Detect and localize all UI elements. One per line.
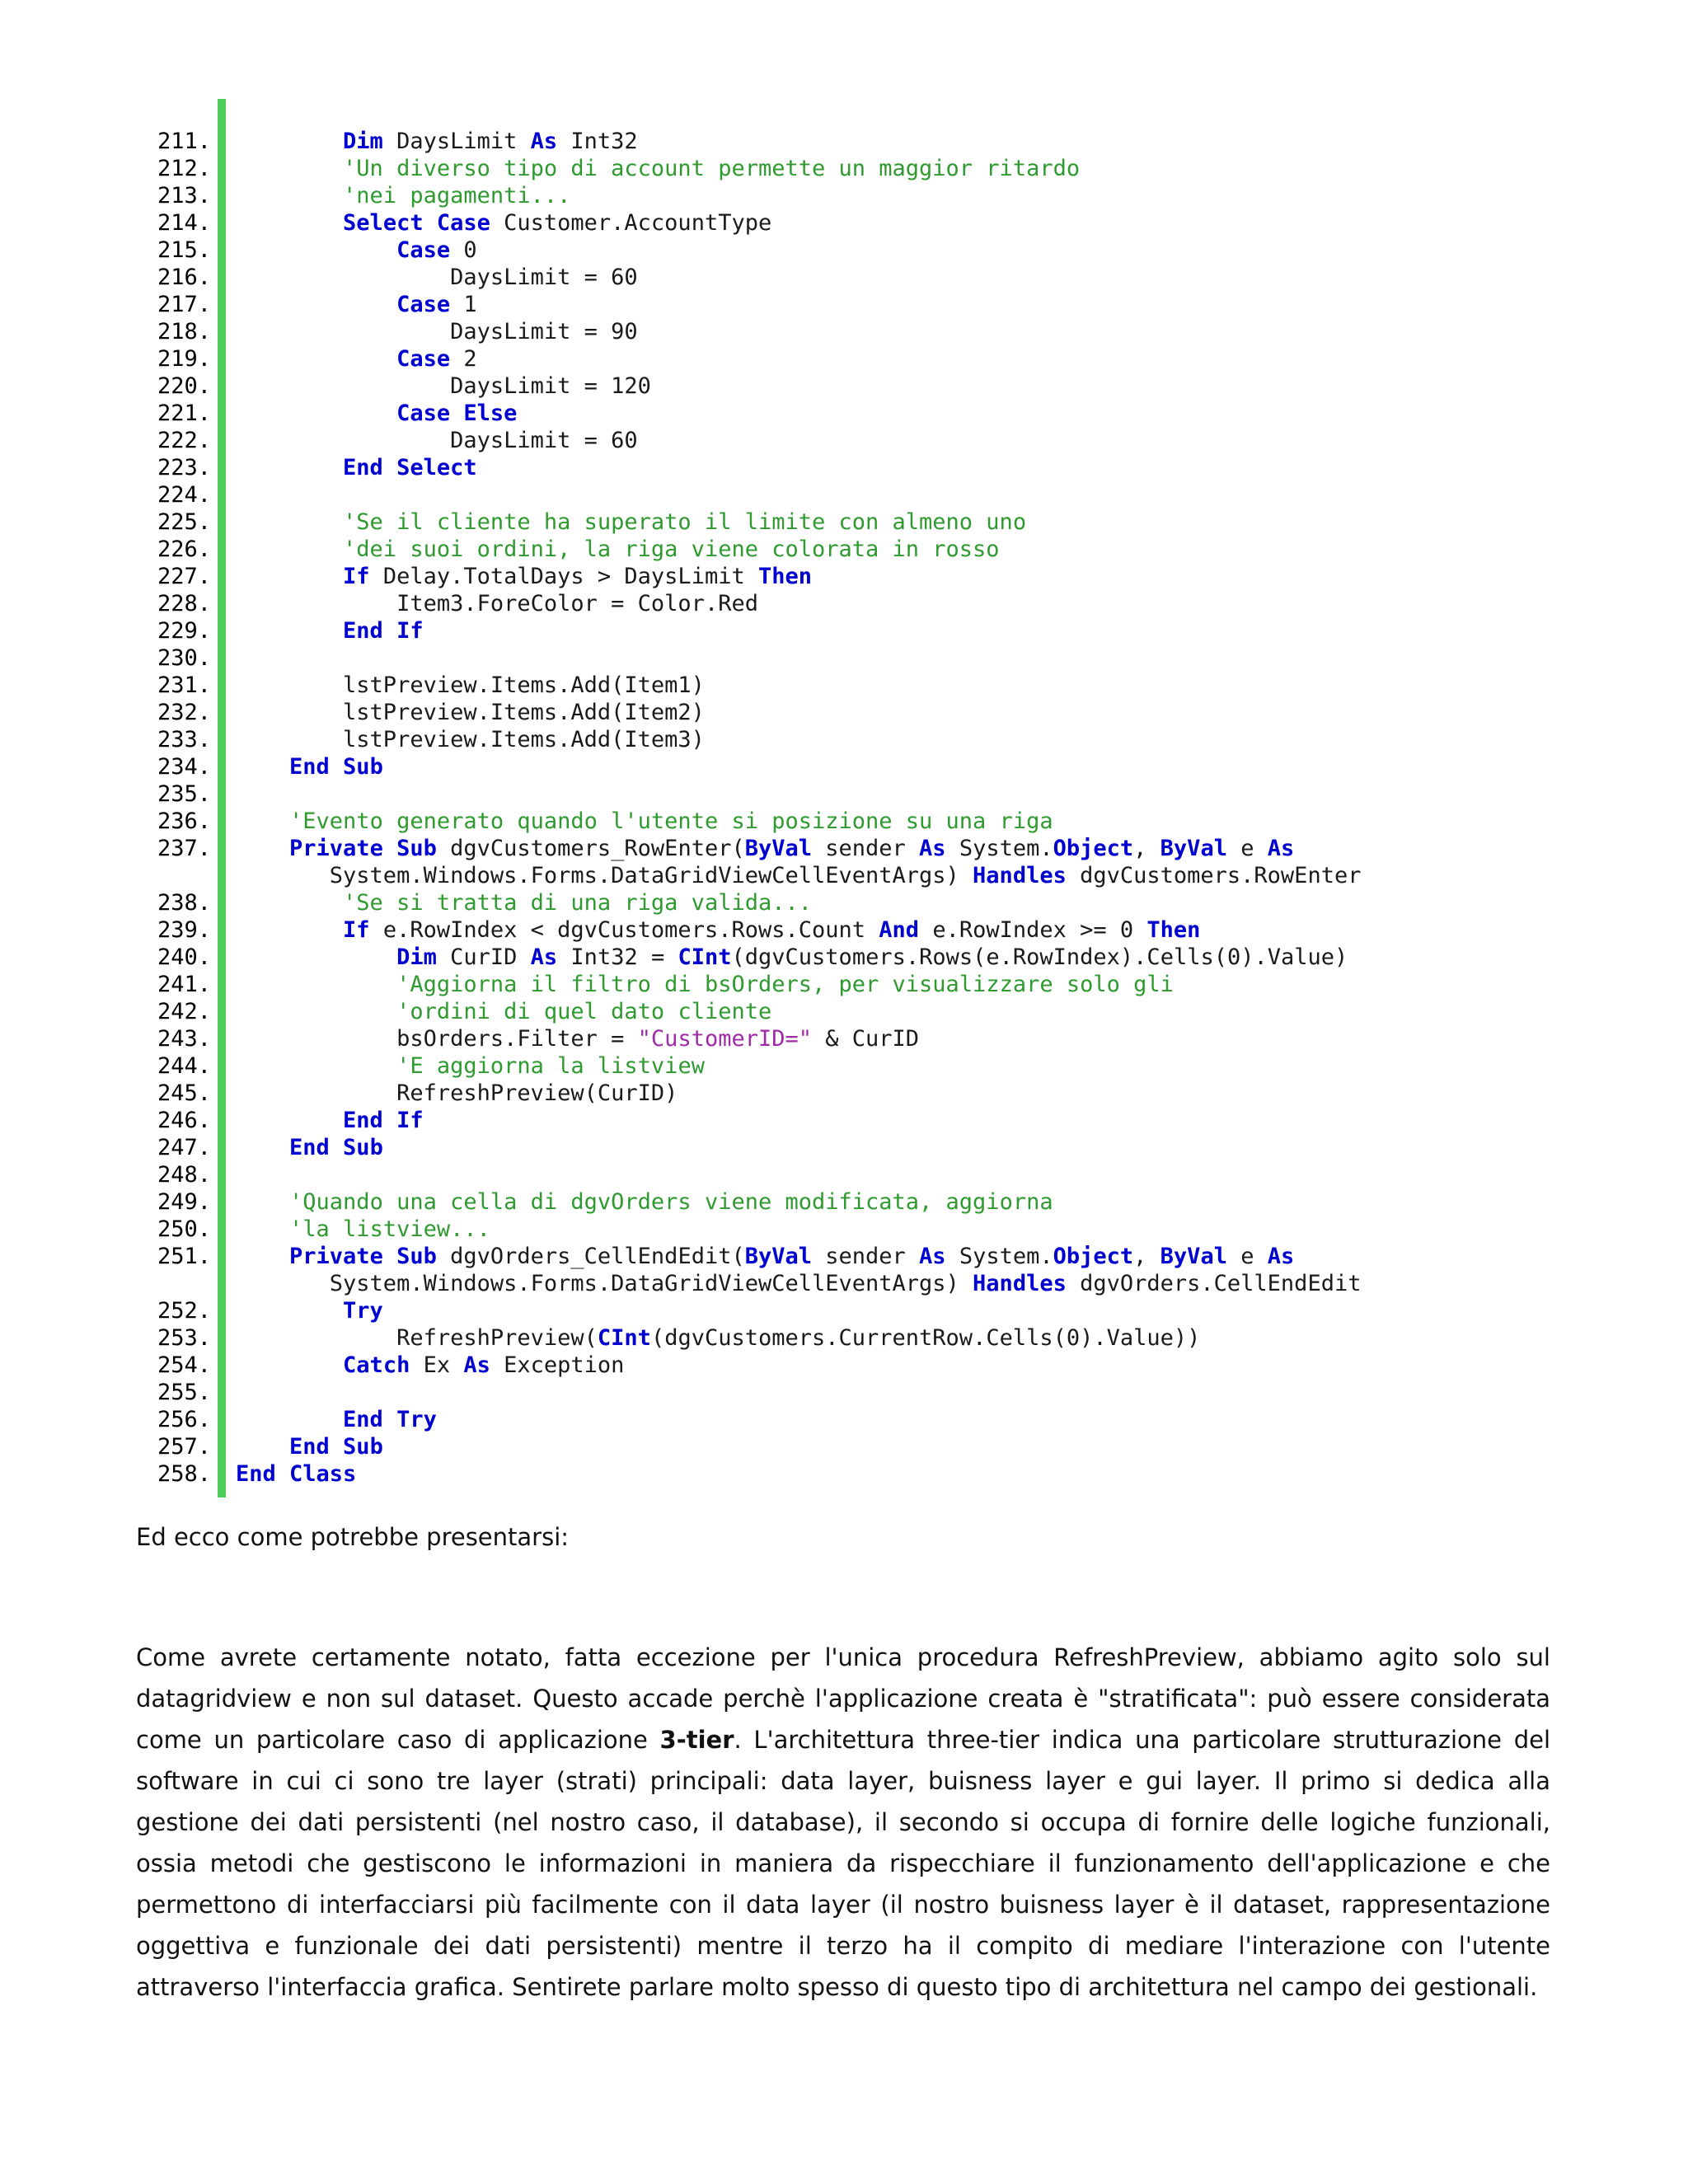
code-plain: dgvOrders_CellEndEdit( [436,1244,745,1269]
code-keyword: End Select [343,455,477,480]
code-line [124,1433,1442,1460]
code-text [236,1025,919,1052]
code-line [124,1379,1442,1406]
code-line [124,128,1442,155]
code-plain: e [1226,836,1268,861]
code-line [124,1243,1442,1270]
line-number: 242. [157,999,211,1024]
line-number: 211. [157,129,211,154]
line-number: 250. [157,1216,211,1242]
code-plain: DaysLimit = 60 [236,428,638,453]
code-line [124,672,1442,699]
code-text [236,726,705,753]
line-number: 249. [157,1189,211,1215]
code-line [124,862,1442,889]
code-plain: Delay.TotalDays > DaysLimit [369,564,758,589]
code-line [124,753,1442,780]
code-line [124,509,1442,536]
code-line [124,400,1442,427]
code-keyword: End Try [343,1407,437,1432]
code-plain [236,1434,289,1460]
code-text [236,1433,383,1460]
code-plain: System. [945,836,1053,861]
line-number: 232. [157,700,211,725]
code-plain: dgvCustomers.RowEnter [1066,863,1362,888]
code-line [124,1460,1442,1488]
code-keyword: Dim [396,944,437,970]
line-number: 245. [157,1080,211,1106]
code-line [124,1134,1442,1161]
code-line [124,209,1442,237]
code-line [124,1188,1442,1216]
code-line [124,1297,1442,1324]
code-line [124,590,1442,617]
line-number: 256. [157,1407,211,1432]
line-number: 231. [157,673,211,698]
line-number: 246. [157,1108,211,1133]
paragraph-text-start: Come avrete certamente notato, fatta eccezione per l'unica procedura RefreshPreview, abbiamo agito solo sul datagridview e non sul dataset. Questo accade perchè l'applicazione creata è "stratificata": può essere considerata come un particolare caso di applicazione [136,1643,1550,1754]
code-plain: e [1226,1244,1268,1269]
code-plain: Ex [410,1352,464,1378]
code-text [236,1052,705,1080]
code-line [124,182,1442,209]
code-plain [236,1216,289,1242]
code-line [124,644,1442,672]
code-keyword: Catch [343,1352,410,1378]
code-line [124,1107,1442,1134]
code-keyword: Case Else [396,401,518,426]
code-keyword: As [530,129,558,154]
code-plain: bsOrders.Filter = [236,1026,638,1052]
code-plain [236,836,289,861]
code-line [124,1216,1442,1243]
code-plain [236,999,396,1024]
code-line [124,454,1442,481]
code-plain [236,156,343,181]
code-plain [236,917,343,943]
code-keyword: And [879,917,920,943]
code-keyword: Case [396,346,451,372]
code-plain: (dgvCustomers.Rows(e.RowIndex).Cells(0).Value) [731,944,1348,970]
code-keyword: End If [343,1108,424,1133]
code-line [124,427,1442,454]
code-text [236,155,1080,182]
code-line [124,536,1442,563]
line-number: 224. [157,482,211,508]
code-plain [236,808,289,834]
line-number: 220. [157,373,211,399]
line-number: 239. [157,917,211,943]
code-plain [236,1053,396,1079]
code-line [124,345,1442,373]
code-plain: Int32 [557,129,638,154]
line-number: 223. [157,455,211,480]
line-number: 241. [157,972,211,997]
code-plain: & CurID [812,1026,920,1052]
code-text [236,1188,1053,1216]
code-plain: DaysLimit = 90 [236,319,638,344]
code-line [124,373,1442,400]
code-plain: DaysLimit = 60 [236,265,638,290]
code-comment: 'Aggiorna il filtro di bsOrders, per visualizzare solo gli [396,972,1174,997]
code-text [236,1352,624,1379]
code-plain: lstPreview.Items.Add(Item1) [236,673,705,698]
line-number: 218. [157,319,211,344]
code-plain [236,1135,289,1160]
code-plain [236,183,343,209]
code-line [124,944,1442,971]
code-comment: 'dei suoi ordini, la riga viene colorata in rosso [343,537,1000,562]
line-number: 240. [157,944,211,970]
code-keyword: Handles [973,1271,1067,1296]
line-number: 251. [157,1244,211,1269]
code-keyword: End Sub [289,1135,383,1160]
code-keyword: Case [396,292,451,317]
code-line [124,726,1442,753]
line-number: 254. [157,1352,211,1378]
code-keyword: ByVal [744,1244,812,1269]
code-comment: 'Se si tratta di una riga valida... [343,890,812,916]
code-keyword: If [343,917,370,943]
code-text [236,1297,383,1324]
code-plain [236,890,343,916]
code-keyword: Dim [343,129,383,154]
code-keyword: As [919,836,946,861]
code-text [236,427,638,454]
code-text [236,318,638,345]
code-plain: e.RowIndex >= 0 [919,917,1147,943]
code-line [124,998,1442,1025]
code-plain [236,754,289,780]
code-text [236,1080,678,1107]
code-text [236,1270,1361,1297]
code-line [124,808,1442,835]
code-plain: CurID [436,944,531,970]
paragraph-text-end: . L'architettura three-tier indica una particolare strutturazione del software in cui ci sono tre layer (strati) principali: data layer, buisness layer e gui layer. Il primo si dedica alla gestione dei dati persistenti (nel nostro caso, il database), il secondo si occupa di fornire delle logiche funzionali, ossia metodi che gestiscono le informazioni in maniera da rispecchiare il funzionamento dell'applicazione e che permettono di interfacciarsi più facilmente con il data layer (il nostro buisness layer è il dataset, rappresentazione oggettiva e funzionale dei dati persistenti) mentre il terzo ha il compito di mediare l'interazione con l'utente attraverso l'interfaccia grafica. Sentirete parlare molto spesso di questo tipo di architettura nel campo dei gestionali. [136,1726,1550,2001]
line-number: 228. [157,591,211,616]
code-line [124,291,1442,318]
line-number: 236. [157,808,211,834]
code-text [236,1406,437,1433]
line-number: 248. [157,1162,211,1188]
line-number: 219. [157,346,211,372]
code-line [124,1025,1442,1052]
code-plain [236,1407,343,1432]
code-text [236,400,517,427]
code-plain [236,455,343,480]
code-text [236,998,771,1025]
code-line [124,1324,1442,1352]
code-plain: Exception [490,1352,625,1378]
code-keyword: Then [1146,917,1201,943]
code-keyword: ByVal [1160,836,1227,861]
code-keyword: End Sub [289,1434,383,1460]
line-number: 216. [157,265,211,290]
code-text [236,753,383,780]
code-line [124,1080,1442,1107]
code-plain [236,1108,343,1133]
code-plain: 0 [450,237,477,263]
code-keyword: As [530,944,558,970]
line-number: 227. [157,564,211,589]
code-plain: lstPreview.Items.Add(Item3) [236,727,705,752]
line-number: 237. [157,836,211,861]
code-plain: DaysLimit [382,129,531,154]
code-plain: RefreshPreview(CurID) [236,1080,678,1106]
code-comment: 'Un diverso tipo di account permette un maggior ritardo [343,156,1081,181]
code-text [236,862,1361,889]
line-number: 233. [157,727,211,752]
code-keyword: CInt [678,944,732,970]
caption-text: Ed ecco come potrebbe presentarsi: [136,1523,570,1551]
code-text [236,509,1026,536]
line-number: 235. [157,781,211,807]
code-text [236,1243,1294,1270]
line-number: 213. [157,183,211,209]
code-text [236,345,477,373]
code-text [236,944,1348,971]
code-line [124,1052,1442,1080]
code-keyword: End Sub [289,754,383,780]
code-line [124,1352,1442,1379]
code-plain [236,537,343,562]
code-keyword: Try [343,1298,383,1324]
code-plain: System. [945,1244,1053,1269]
line-number: 253. [157,1325,211,1351]
code-keyword: As [1267,1244,1295,1269]
code-plain: lstPreview.Items.Add(Item2) [236,700,705,725]
code-keyword: ByVal [1160,1244,1227,1269]
line-number: 247. [157,1135,211,1160]
code-text [236,590,758,617]
line-number: 230. [157,645,211,671]
code-keyword: Then [757,564,812,589]
code-keyword: End If [343,618,424,644]
code-plain [236,401,396,426]
code-line [124,318,1442,345]
code-text [236,1134,383,1161]
code-text [236,1460,356,1488]
code-text [236,1107,424,1134]
code-plain: DaysLimit = 120 [236,373,651,399]
line-number: 217. [157,292,211,317]
code-text [236,971,1174,998]
code-keyword: End Class [236,1461,357,1487]
code-keyword: Object [1053,836,1134,861]
code-plain [236,346,396,372]
code-line [124,1270,1442,1297]
line-number: 252. [157,1298,211,1324]
code-comment: 'Se il cliente ha superato il limite con almeno uno [343,509,1027,535]
line-number: 234. [157,754,211,780]
code-plain [236,1352,343,1378]
line-number: 214. [157,210,211,236]
code-keyword: Select Case [343,210,490,236]
code-keyword: CInt [597,1325,651,1351]
code-text [236,373,651,400]
code-plain: System.Windows.Forms.DataGridViewCellEventArgs) [236,863,973,888]
code-comment: 'nei pagamenti... [343,183,571,209]
code-line [124,617,1442,644]
code-plain [236,564,343,589]
code-plain [236,292,396,317]
code-plain: sender [812,836,920,861]
line-number: 238. [157,890,211,916]
code-comment: 'E aggiorna la listview [396,1053,705,1079]
line-number: 258. [157,1461,211,1487]
line-number: 221. [157,401,211,426]
code-keyword: ByVal [744,836,812,861]
code-line [124,237,1442,264]
code-line [124,699,1442,726]
code-plain: e.RowIndex < dgvCustomers.Rows.Count [369,917,879,943]
code-line [124,155,1442,182]
code-text [236,291,477,318]
code-plain: dgvOrders.CellEndEdit [1066,1271,1362,1296]
code-comment: 'Evento generato quando l'utente si posizione su una riga [289,808,1053,834]
code-plain [236,509,343,535]
code-line [124,780,1442,808]
code-keyword: If [343,564,370,589]
line-number: 229. [157,618,211,644]
code-text [236,1324,1200,1352]
code-text [236,808,1053,835]
code-plain: Item3.ForeColor = Color.Red [236,591,758,616]
code-line [124,916,1442,944]
code-line [124,264,1442,291]
code-plain: sender [812,1244,920,1269]
code-text [236,237,477,264]
code-line [124,971,1442,998]
code-keyword: As [919,1244,946,1269]
code-keyword: Object [1053,1244,1134,1269]
line-number: 226. [157,537,211,562]
code-text [236,563,812,590]
code-text [236,889,812,916]
code-text [236,1216,490,1243]
code-text [236,182,570,209]
line-number: 215. [157,237,211,263]
code-line [124,1161,1442,1188]
code-string: "CustomerID=" [637,1026,812,1052]
code-plain [236,210,343,236]
code-text [236,916,1200,944]
code-keyword: Private Sub [289,1244,437,1269]
code-line [124,835,1442,862]
code-plain [236,1298,343,1324]
code-lines [124,128,1442,1488]
code-line [124,563,1442,590]
code-text [236,672,705,699]
line-number: 257. [157,1434,211,1460]
line-number: 244. [157,1053,211,1079]
code-keyword: Handles [973,863,1067,888]
code-line [124,1406,1442,1433]
code-plain: Int32 = [557,944,678,970]
code-plain: , [1133,836,1160,861]
code-text [236,536,1000,563]
line-number: 225. [157,509,211,535]
code-text [236,209,771,237]
code-plain: System.Windows.Forms.DataGridViewCellEventArgs) [236,1271,973,1296]
code-text [236,835,1294,862]
code-plain [236,1189,289,1215]
code-plain [236,618,343,644]
code-line [124,481,1442,509]
code-plain: 1 [450,292,477,317]
code-plain [236,237,396,263]
code-keyword: As [1267,836,1295,861]
code-plain: (dgvCustomers.CurrentRow.Cells(0).Value)) [650,1325,1201,1351]
body-paragraph [136,1637,1550,2008]
code-text [236,617,424,644]
code-text [236,699,705,726]
line-number: 222. [157,428,211,453]
code-line [124,889,1442,916]
code-keyword: Private Sub [289,836,437,861]
line-number: 255. [157,1380,211,1405]
code-plain: Customer.AccountType [490,210,772,236]
line-number: 243. [157,1026,211,1052]
code-keyword: Case [396,237,451,263]
code-text [236,264,638,291]
code-comment: 'ordini di quel dato cliente [396,999,772,1024]
code-keyword: As [463,1352,490,1378]
paragraph-bold-term: 3-tier [659,1726,734,1754]
code-text [236,128,638,155]
code-plain [236,129,343,154]
code-comment: 'la listview... [289,1216,490,1242]
code-plain [236,1244,289,1269]
code-plain: , [1133,1244,1160,1269]
code-plain [236,972,396,997]
code-plain: 2 [450,346,477,372]
code-text [236,454,477,481]
code-plain [236,944,396,970]
line-number: 212. [157,156,211,181]
code-plain: RefreshPreview( [236,1325,598,1351]
code-comment: 'Quando una cella di dgvOrders viene modificata, aggiorna [289,1189,1053,1215]
code-plain: dgvCustomers_RowEnter( [436,836,745,861]
